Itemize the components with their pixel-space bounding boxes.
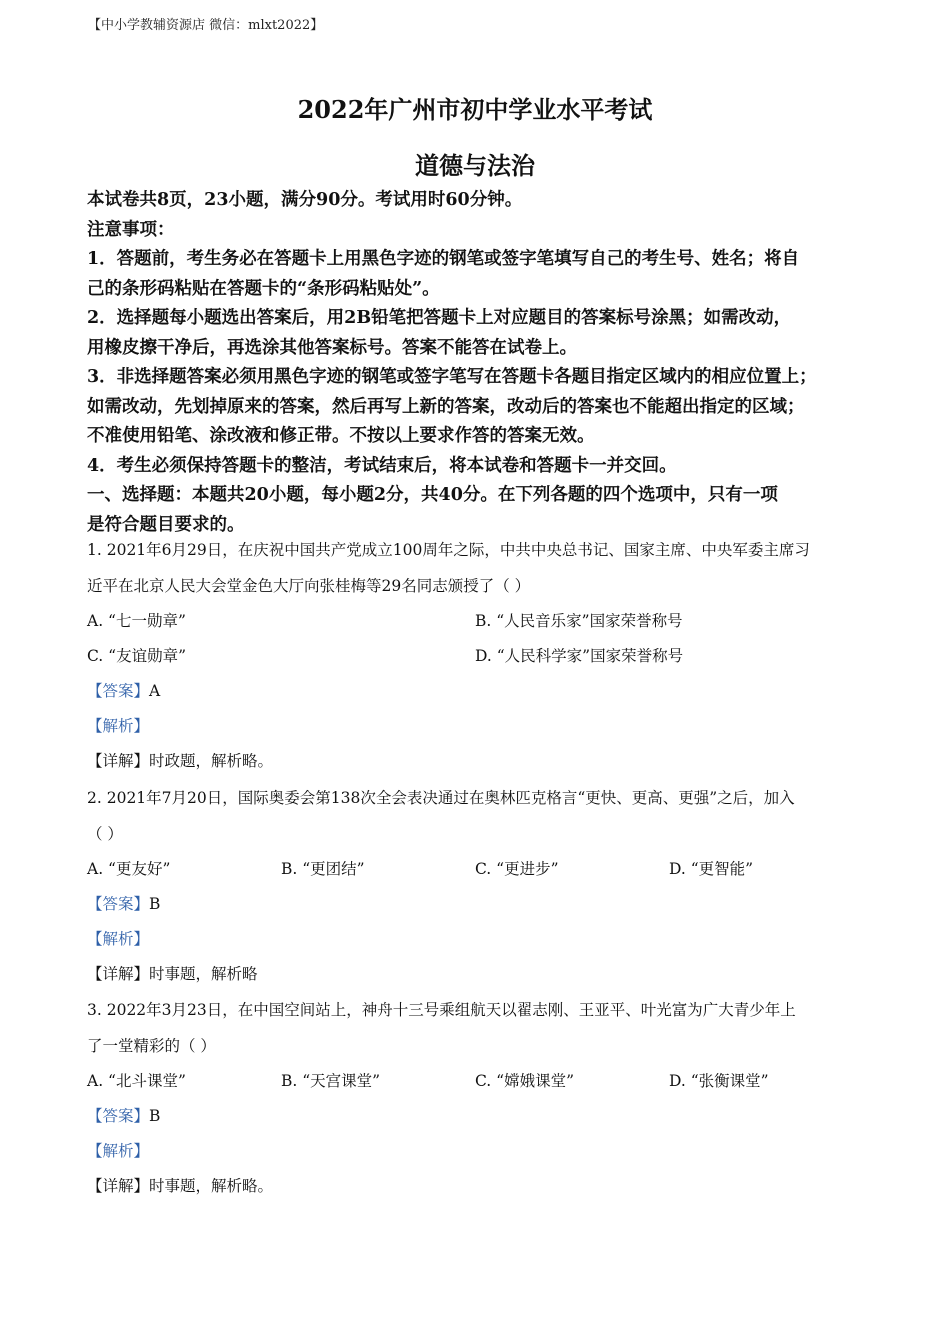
exam-subject: 道德与法治 [415, 151, 535, 180]
question-2 [87, 780, 877, 992]
question-stem: 2. 2021年7月20日，国际奥委会第138次全会表决通过在奥林匹克格言“更快、更高、更强”之后，加入 [87, 789, 795, 807]
option-row [87, 639, 877, 674]
notice-heading: 注意事项： [87, 219, 175, 240]
analysis-tag: 【解析】 [87, 930, 150, 948]
answer-value: B [149, 895, 161, 913]
option-b: B. “天宫课堂” [281, 1072, 381, 1090]
notice-line: 4．考生必须保持答题卡的整洁，考试结束后，将本试卷和答题卡一并交回。 [87, 455, 677, 476]
answer-tag: 【答案】 [87, 1107, 150, 1125]
answer-tag: 【答案】 [87, 682, 150, 700]
notice-line: 己的条形码粘贴在答题卡的“条形码粘贴处”。 [87, 278, 440, 299]
question-stem: 了一堂精彩的（ ） [87, 1037, 216, 1055]
option-b: B. “人民音乐家”国家荣誉称号 [475, 612, 683, 630]
detail-text: 时事题，解析略 [149, 965, 258, 983]
analysis-line [87, 1134, 877, 1169]
question-stem: 近平在北京人民大会堂金色大厅向张桂梅等29名同志颁授了（ ） [87, 577, 531, 595]
option-row [87, 852, 877, 887]
notice-line: 3．非选择题答案必须用黑色字迹的钢笔或签字笔写在答题卡各题目指定区域内的相应位置上； [87, 367, 817, 387]
section-heading: 一、选择题：本题共20小题，每小题2分，共40分。在下列各题的四个选项中，只有一项 [87, 485, 778, 505]
answer-tag: 【答案】 [87, 895, 150, 913]
question-stem: （ ） [87, 825, 123, 843]
option-d: D. “更智能” [669, 860, 754, 878]
instructions [87, 186, 877, 540]
question-stem: 3. 2022年3月23日，在中国空间站上，神舟十三号乘组航天以翟志刚、王亚平、叶光富为广大青少年上 [87, 1001, 796, 1019]
analysis-tag: 【解析】 [87, 717, 150, 735]
analysis-line [87, 922, 877, 957]
answer-line [87, 674, 877, 709]
notice-line: 不准使用铅笔、涂改液和修正带。不按以上要求作答的答案无效。 [87, 426, 595, 446]
detail-tag: 【详解】 [87, 965, 150, 983]
option-row [87, 604, 877, 639]
section-heading: 是符合题目要求的。 [87, 514, 245, 535]
notice-line: 用橡皮擦干净后，再选涂其他答案标号。答案不能答在试卷上。 [87, 337, 577, 358]
question-1 [87, 532, 877, 779]
option-a: A. “七一勋章” [87, 612, 186, 630]
analysis-tag: 【解析】 [87, 1142, 150, 1160]
paper-info: 本试卷共8页，23小题，满分90分。考试用时60分钟。 [87, 190, 523, 210]
header-note: 【中小学教辅资源店 微信：mlxt2022】 [88, 18, 324, 33]
answer-line [87, 1099, 877, 1134]
option-a: A. “更友好” [87, 860, 171, 878]
detail-tag: 【详解】 [87, 1177, 150, 1195]
notice-line: 1．答题前，考生务必在答题卡上用黑色字迹的钢笔或签字笔填写自己的考生号、姓名；将自 [87, 249, 800, 269]
detail-tag: 【详解】 [87, 752, 150, 770]
option-row [87, 1064, 877, 1099]
option-c: C. “更进步” [475, 860, 559, 878]
analysis-line [87, 709, 877, 744]
option-c: C. “嫦娥课堂” [475, 1072, 575, 1090]
exam-title: 2022年广州市初中学业水平考试 [297, 95, 653, 124]
detail-text: 时政题，解析略。 [149, 752, 274, 770]
option-d: D. “人民科学家”国家荣誉称号 [475, 647, 684, 665]
question-3 [87, 992, 877, 1204]
answer-value: B [149, 1107, 161, 1125]
detail-line [87, 744, 877, 779]
option-c: C. “友谊勋章” [87, 647, 187, 665]
answer-value: A [149, 682, 161, 700]
option-b: B. “更团结” [281, 860, 365, 878]
option-a: A. “北斗课堂” [87, 1072, 186, 1090]
answer-line [87, 887, 877, 922]
notice-line: 2．选择题每小题选出答案后，用2B铅笔把答题卡上对应题目的答案标号涂黑；如需改动， [87, 308, 792, 328]
option-d: D. “张衡课堂” [669, 1072, 769, 1090]
detail-line [87, 957, 877, 992]
detail-line [87, 1169, 877, 1204]
notice-line: 如需改动，先划掉原来的答案，然后再写上新的答案，改动后的答案也不能超出指定的区域； [87, 396, 805, 417]
detail-text: 时事题，解析略。 [149, 1177, 274, 1195]
question-stem: 1. 2021年6月29日，在庆祝中国共产党成立100周年之际，中共中央总书记、国家主席、中央军委主席习 [87, 541, 810, 559]
